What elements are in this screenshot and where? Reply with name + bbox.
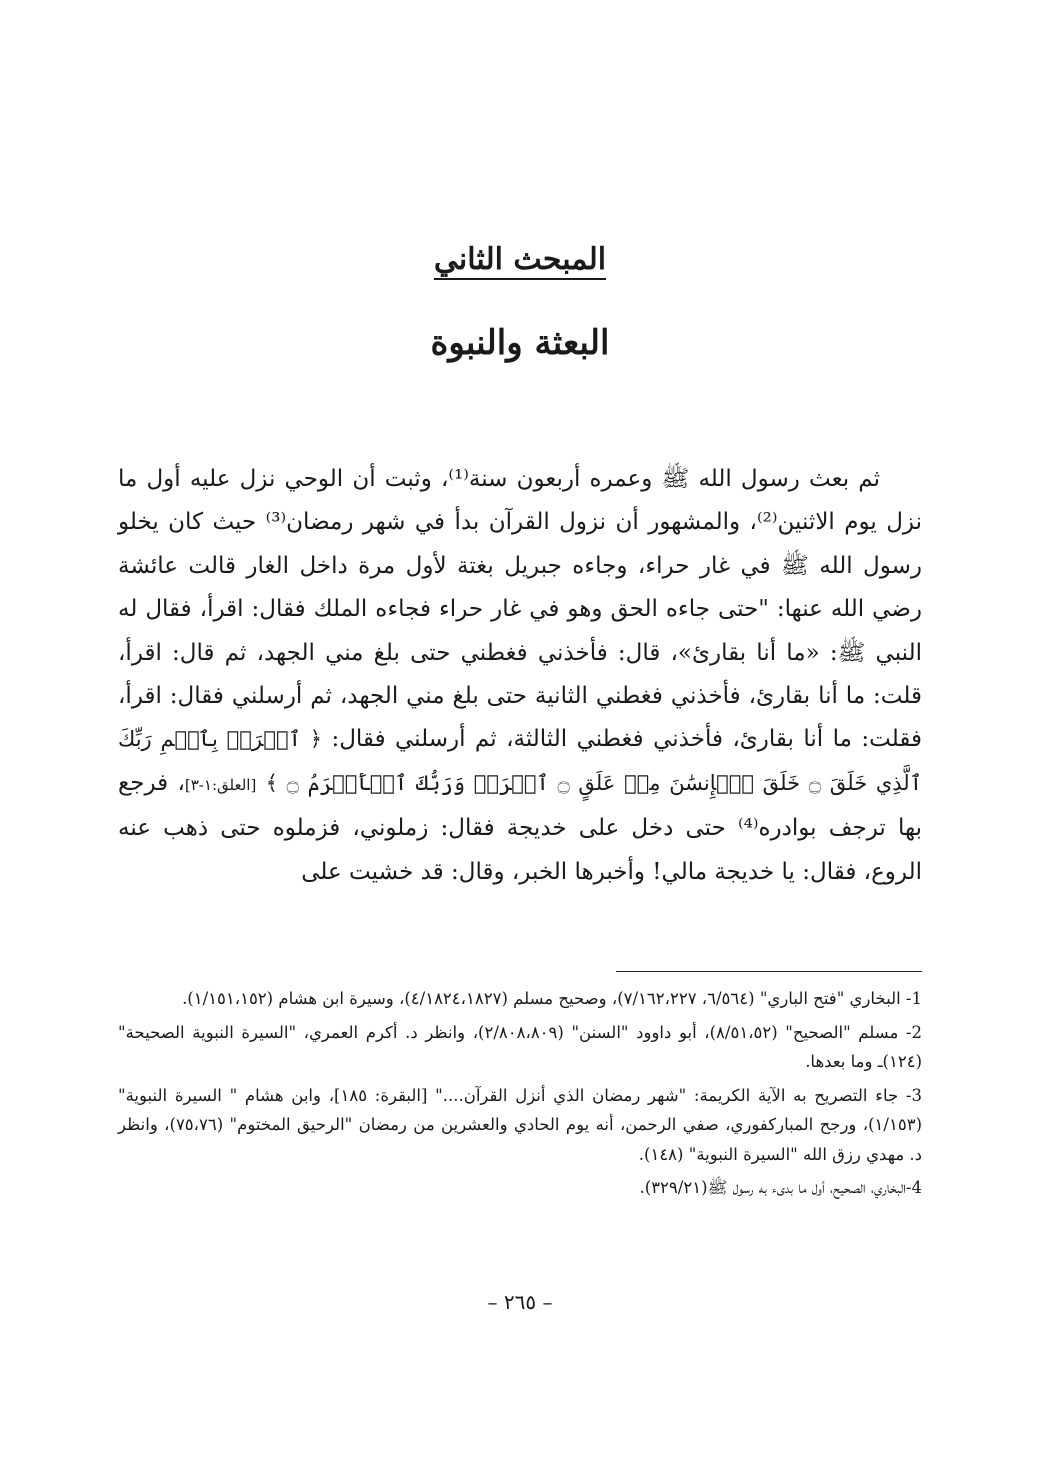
footnote-2: 2- مسلم "الصحيح" (٨/٥١،٥٢)، أبو داوود "السنن" (٢/٨٠٨،٨٠٩)، وانظر د. أكرم العمري، "السيرة النبوية الصحيحة" (١٢٤)ـ وما بعدها. bbox=[118, 1022, 922, 1071]
quran-reference: [العلق:١-٣] bbox=[184, 775, 257, 794]
quran-verse: ﴿ ٱقۡرَأۡ بِٱسۡمِ رَبِّكَ ٱلَّذِي خَلَقَ ۝ خَلَقَ ٱلۡإِنسَٰنَ مِنۡ عَلَقٍ ۝ ٱقۡرَأۡ وَرَبُّكَ ٱلۡأَكۡرَمُ ۝ ﴾ bbox=[118, 727, 923, 795]
chapter-title: البعثة والنبوة bbox=[430, 323, 610, 363]
paragraph-continuation: ، فرجع بها ترجف بوادره⁽⁴⁾ حتى دخل على خديجة فقال: زملوني، فزملوه حتى ذهب عنه الروع، فقال: يا خديجة مالي! وأخبرها الخبر، وقال: قد خشيت على bbox=[118, 769, 922, 885]
footnote-4: 4-البخاري، الصحيح، أول ما بدىء به رسول ﷺ(٣٢٩/٢١). bbox=[639, 1178, 922, 1197]
main-text bbox=[118, 458, 922, 894]
section-heading bbox=[0, 238, 1040, 282]
footnote-3: 3- جاء التصريح به الآية الكريمة: "شهر رمضان الذي أنزل القرآن...." [البقرة: ١٨٥]، وابن هشام " السيرة النبوية" (١/١٥٣)، ورجح المباركفوري، صفي الرحمن، أنه يوم الحادي والعشرين من رمضان "الرحيق المختوم" (٧٥،٧٦)، وانظر د. مهدي رزق الله "السيرة النبوية" (١٤٨). bbox=[118, 1085, 922, 1164]
page-number: – ٢٦٥ – bbox=[487, 1290, 553, 1314]
section-heading-text: المبحث الثاني bbox=[433, 242, 607, 277]
paragraph-text: ثم بعث رسول الله ﷺ وعمره أربعون سنة⁽¹⁾، وثبت أن الوحي نزل عليه أول ما نزل يوم الاثنين⁽²⁾، والمشهور أن نزول القرآن بدأ في شهر رمضان⁽³⁾ حيث كان يخلو رسول الله ﷺ في غار حراء، وجاءه جبريل بغتة لأول مرة داخل الغار قالت عائشة رضي الله عنها: "حتى جاءه الحق وهو في غار حراء فجاءه الملك فقال: اقرأ، فقال له النبي ﷺ: «ما أنا بقارئ»، قال: فأخذني فغطني حتى بلغ مني الجهد، ثم قال: اقرأ، قلت: ما أنا بقارئ، فأخذني فغطني الثانية حتى بلغ مني الجهد، ثم أرسلني فقال: اقرأ، فقلت: ما أنا بقارئ، فأخذني فغطني الثالثة، ثم أرسلني فقال: bbox=[118, 466, 923, 753]
footnote-1: 1- البخاري "فتح الباري" (٦/٥٦٤، ٧/١٦٢،٢٢٧)، وصحيح مسلم (٤/١٨٢٤،١٨٢٧)، وسيرة ابن هشام (١/١٥١،١٥٢). bbox=[182, 989, 922, 1008]
footnotes-list bbox=[118, 984, 922, 1207]
main-paragraph bbox=[118, 458, 922, 894]
footnote-divider bbox=[616, 971, 922, 972]
